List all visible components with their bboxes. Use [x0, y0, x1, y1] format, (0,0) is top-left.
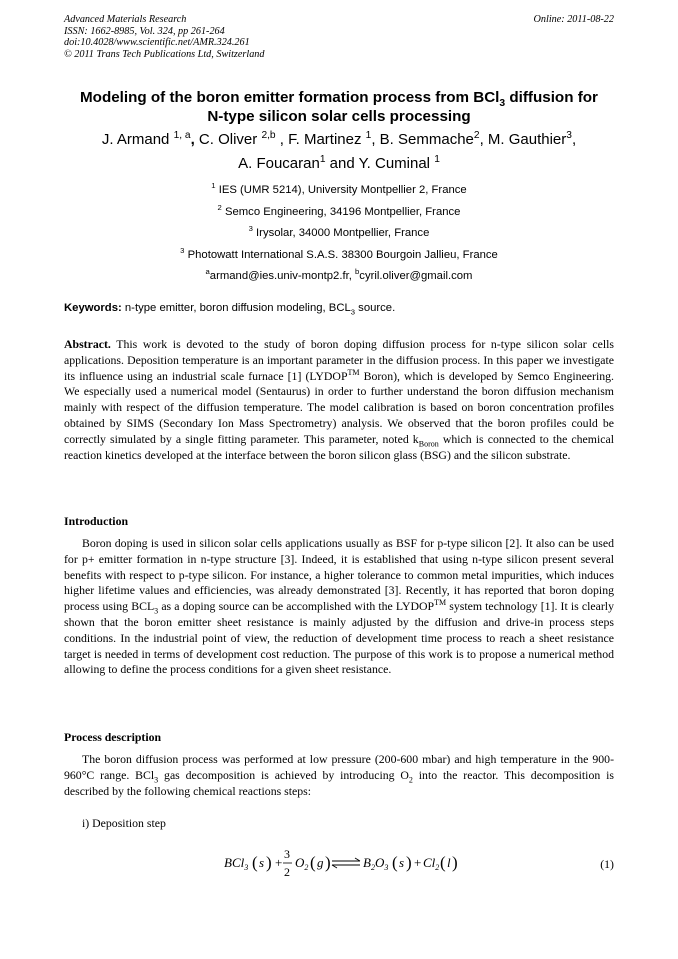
- equation-number: (1): [600, 857, 614, 871]
- svg-text:): ): [406, 853, 412, 872]
- deposition-step-label: i) Deposition step: [82, 816, 166, 830]
- paper-title: Modeling of the boron emitter formation process from BCl$_3$ diffusion for N-type silicon solar cells processing: [80, 89, 598, 125]
- svg-text:(: (: [440, 853, 446, 872]
- author: J. Armand: [101, 131, 170, 148]
- author: A. Foucaran: [238, 155, 320, 172]
- svg-text:(: (: [392, 853, 398, 872]
- equation-1: [224, 845, 484, 881]
- email-link[interactable]: armand@ies.univ-montp2.fr: [209, 270, 349, 283]
- affiliation: $^3$ Irysolar, 34000 Montpellier, France: [248, 224, 430, 240]
- svg-text:2: 2: [284, 865, 290, 879]
- eq-cl2: $Cl_2$: [423, 855, 440, 872]
- journal-copyright: © 2011 Trans Tech Publications Ltd, Switzerland: [64, 48, 265, 60]
- eq-g: g: [317, 855, 324, 870]
- keywords: Keywords: n-type emitter, boron diffusion modeling, $BCL_3$ source.: [64, 302, 396, 317]
- process-paragraph: The boron diffusion process was performed at low pressure (200-600 mbar) and high temperature in the 900-960°C range. BCl$_3$ gas decomposition is achieved by introducing $O_2$ into the reactor. This decomposition is described by the following chemical reactions steps:: [64, 752, 614, 798]
- affiliation: $^2$ Semco Engineering, 34196 Montpellier, France: [217, 202, 461, 218]
- affiliation: $^3$ Photowatt International S.A.S. 38300 Bourgoin Jallieu, France: [180, 246, 498, 261]
- svg-text:+: +: [414, 855, 422, 870]
- introduction-paragraph: Boron doping is used in silicon solar cells applications usually as BSF for p-type silicon [2]. It also can be used for p+ emitter formation in n-type structure [3]. Indeed, it is established that using n-type silicon present several benefits with respect to p-type silicon. For instance, a higher tolerance to common metal impurities, which induces higher lifetime values and efficiencies, was already demonstrated [3]. Recently, it has reported that boron doping process using $BCL_3$ as a doping source can be accomplished with the LYDOP™ system technology [1]. It is clearly shown that the boron emitter sheet resistance is mainly adjusted by the diffusion and drive-in process steps conditions. In the industrial point of view, the reduction of development time process to reach a sheet resistance target is needed in terms of development cost reduction. The purpose of this work is to propose a numerical method allowing to define the process conditions for a given sheet resistance.: [64, 536, 614, 677]
- journal-name: Advanced Materials Research: [64, 14, 187, 25]
- journal-issn: ISSN: 1662-8985, Vol. 324, pp 261-264: [64, 25, 225, 37]
- eq-s: s: [259, 855, 265, 870]
- svg-text:(: (: [252, 853, 258, 872]
- email-link[interactable]: cyril.oliver@gmail.com: [359, 270, 473, 283]
- svg-text:): ): [452, 853, 458, 872]
- author-list: J. Armand $^{1, a}$, C. Oliver $^{2,b}$ , F. Martinez $^1$, B. Semmache$^2$, M. Gauthier$^3$, A. Foucaran$^1$ and Y. Cuminal $^1$: [101, 130, 577, 172]
- author: C. Oliver: [198, 131, 258, 148]
- svg-text:+: +: [275, 855, 283, 870]
- abstract-label: Abstract.: [64, 337, 111, 351]
- svg-text:3: 3: [284, 847, 290, 861]
- eq-s2: s: [399, 855, 405, 870]
- online-date: Online: 2011-08-22: [533, 14, 614, 25]
- svg-text:(: (: [310, 853, 316, 872]
- affiliations: [40, 180, 638, 288]
- journal-doi: doi:10.4028/www.scientific.net/AMR.324.261: [64, 37, 250, 49]
- svg-text:): ): [266, 853, 272, 872]
- equilibrium-arrow-icon: [332, 858, 360, 868]
- svg-text:): ): [325, 853, 331, 872]
- author: Y. Cuminal: [358, 155, 431, 172]
- eq-b2o3: $B_2O_3$: [363, 855, 389, 872]
- affiliation: $^1$ IES (UMR 5214), University Montpellier 2, France: [211, 181, 467, 196]
- section-heading-process: Process description: [64, 730, 162, 744]
- eq-bcl: BCl$_3$: [224, 855, 249, 872]
- section-heading-introduction: Introduction: [64, 514, 129, 528]
- eq-l: l: [447, 855, 451, 870]
- journal-header: [64, 14, 264, 60]
- abstract: Abstract. This work is devoted to the study of boron doping diffusion process for n-type silicon solar cells applications. Deposition temperature is an important parameter in the diffusion process. In this paper we investigate its influence using an industrial scale furnace [1] (LYDOP™ Boron), which is developed by Semco Engineering. We especially used a numerical model (Sentaurus) in order to further understand the boron diffusion mechanism mainly with respect of the diffusion temperature. The model calibration is based on boron concentration profiles obtained by SIMS (Secondary Ion Mass Spectrometry) analysis. We observed that the boron profiles could be correctly simulated by a single fitting parameter. This parameter, noted $k_{Boron}$ which is connected to the chemical reaction kinetics developed at the interface between the boron silicon glass (BSG) and the silicon substrate.: [64, 337, 614, 462]
- author: F. Martinez: [288, 131, 362, 148]
- author: M. Gauthier: [487, 131, 567, 148]
- email-line: $^a$armand@ies.univ-montp2.fr, $^b$cyril.oliver@gmail.com: [205, 267, 473, 283]
- author: B. Semmache: [379, 131, 474, 148]
- eq-o2: $O_2$: [295, 855, 309, 872]
